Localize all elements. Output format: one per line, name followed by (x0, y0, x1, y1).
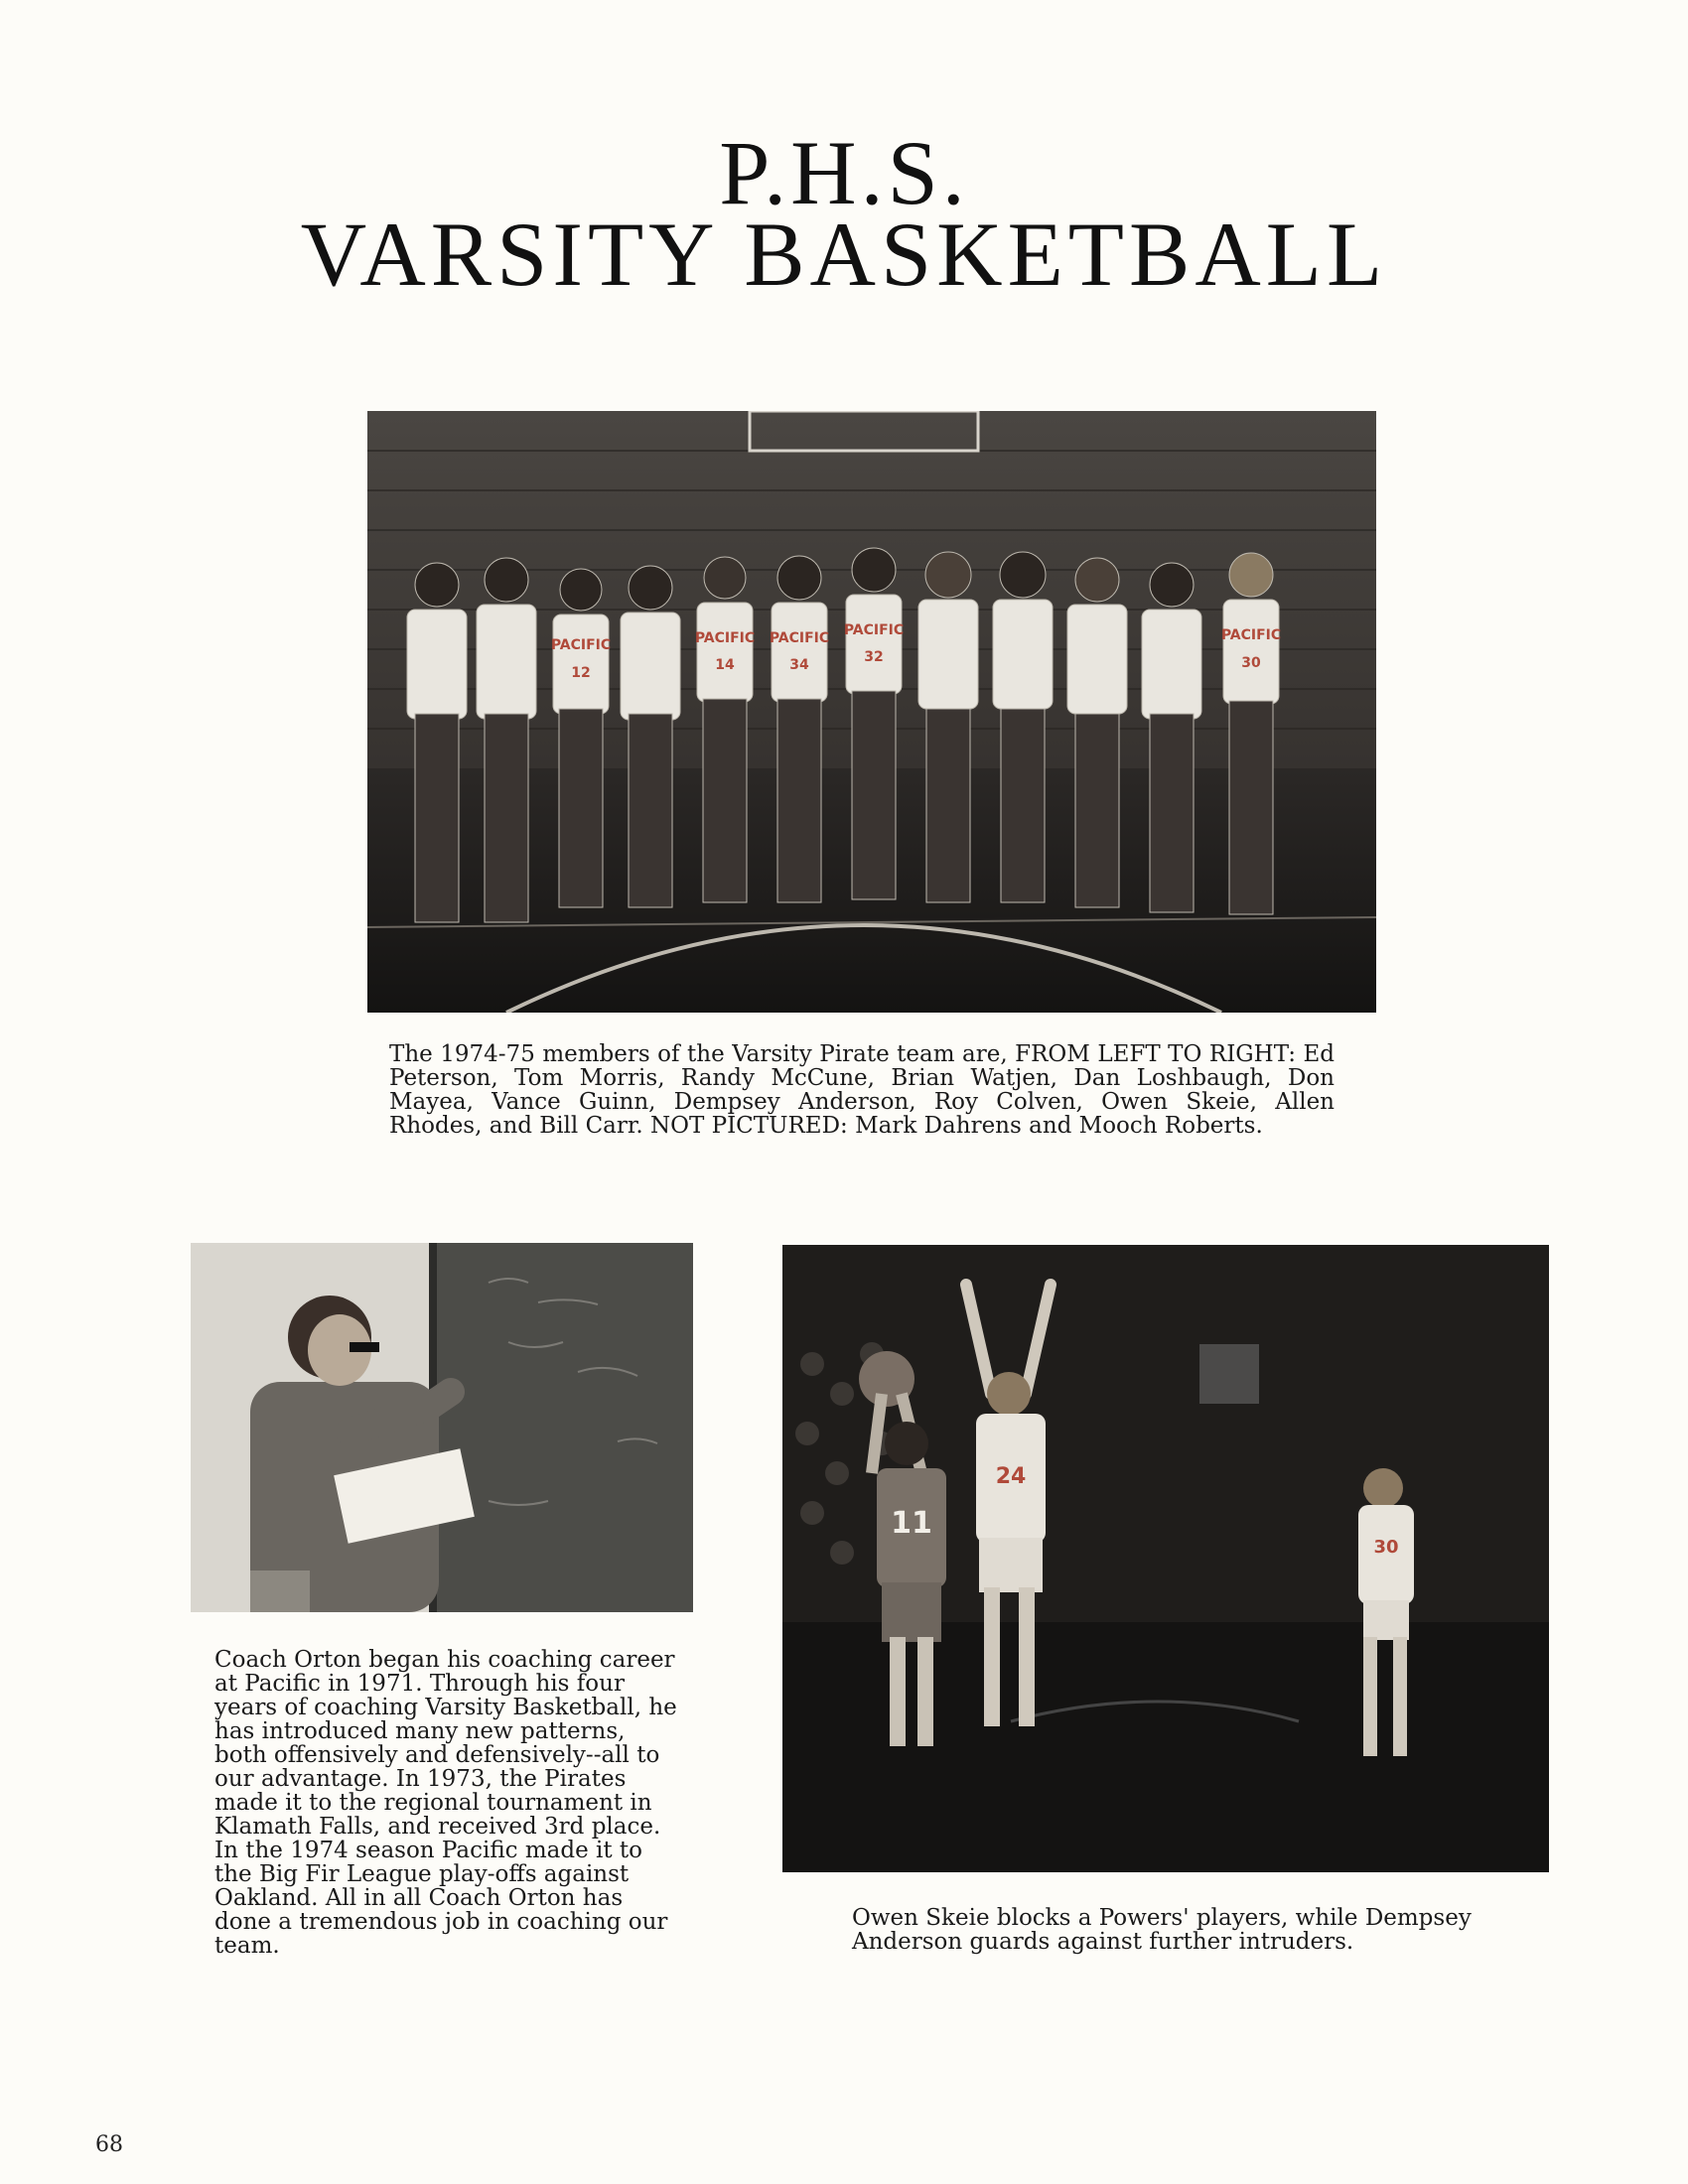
jersey-number: 30 (1241, 655, 1261, 671)
jersey-number: 34 (789, 657, 809, 673)
team-photo (367, 411, 1376, 1013)
jersey-text: PACIFIC (550, 637, 612, 653)
game-caption: Owen Skeie blocks a Powers' players, while Dempsey Anderson guards against further intruders. (852, 1905, 1472, 1955)
jersey-text: PACIFIC (1220, 627, 1282, 643)
coach-caption: Coach Orton began his coaching career at Pacific in 1971. Through his four years of coaching Varsity Basketball, he has introduced many new patterns, both offensively and defensively--all to our advantage. In 1973, the Pirates made it to the regional tournament in Klamath Falls, and received 3rd place. In the 1974 season Pacific made it to the Big Fir League play-offs against Oakland. All in all Coach Orton has done a tremendous job in coaching our team. (214, 1647, 677, 1959)
jersey-text: PACIFIC (769, 630, 830, 646)
coach-photo (191, 1243, 693, 1612)
jersey-number: 12 (571, 665, 591, 681)
game-action-photo (782, 1245, 1549, 1872)
jersey-text: PACIFIC (843, 622, 905, 638)
team-photo-caption: The 1974-75 members of the Varsity Pirate team are, FROM LEFT TO RIGHT: Ed Peterson, Tom Morris, Randy McCune, Brian Watjen, Dan Loshbaugh, Don Mayea, Vance Guinn, Dempsey Anderson, Roy Colven, Owen Skeie, Allen Rhodes, and Bill Carr. NOT PICTURED: Mark Dahrens and Mooch Roberts. (389, 1041, 1335, 1139)
page-title-line2: VARSITY BASKETBALL (300, 204, 1388, 305)
page-number: 68 (95, 2132, 123, 2157)
jersey-number: 24 (995, 1464, 1027, 1489)
jersey-number: 32 (864, 649, 884, 665)
jersey-text: PACIFIC (694, 630, 756, 646)
page-title-line1: P.H.S. (719, 122, 969, 223)
jersey-number: 30 (1373, 1537, 1399, 1558)
jersey-number: 14 (715, 657, 735, 673)
jersey-number: 11 (891, 1506, 932, 1541)
